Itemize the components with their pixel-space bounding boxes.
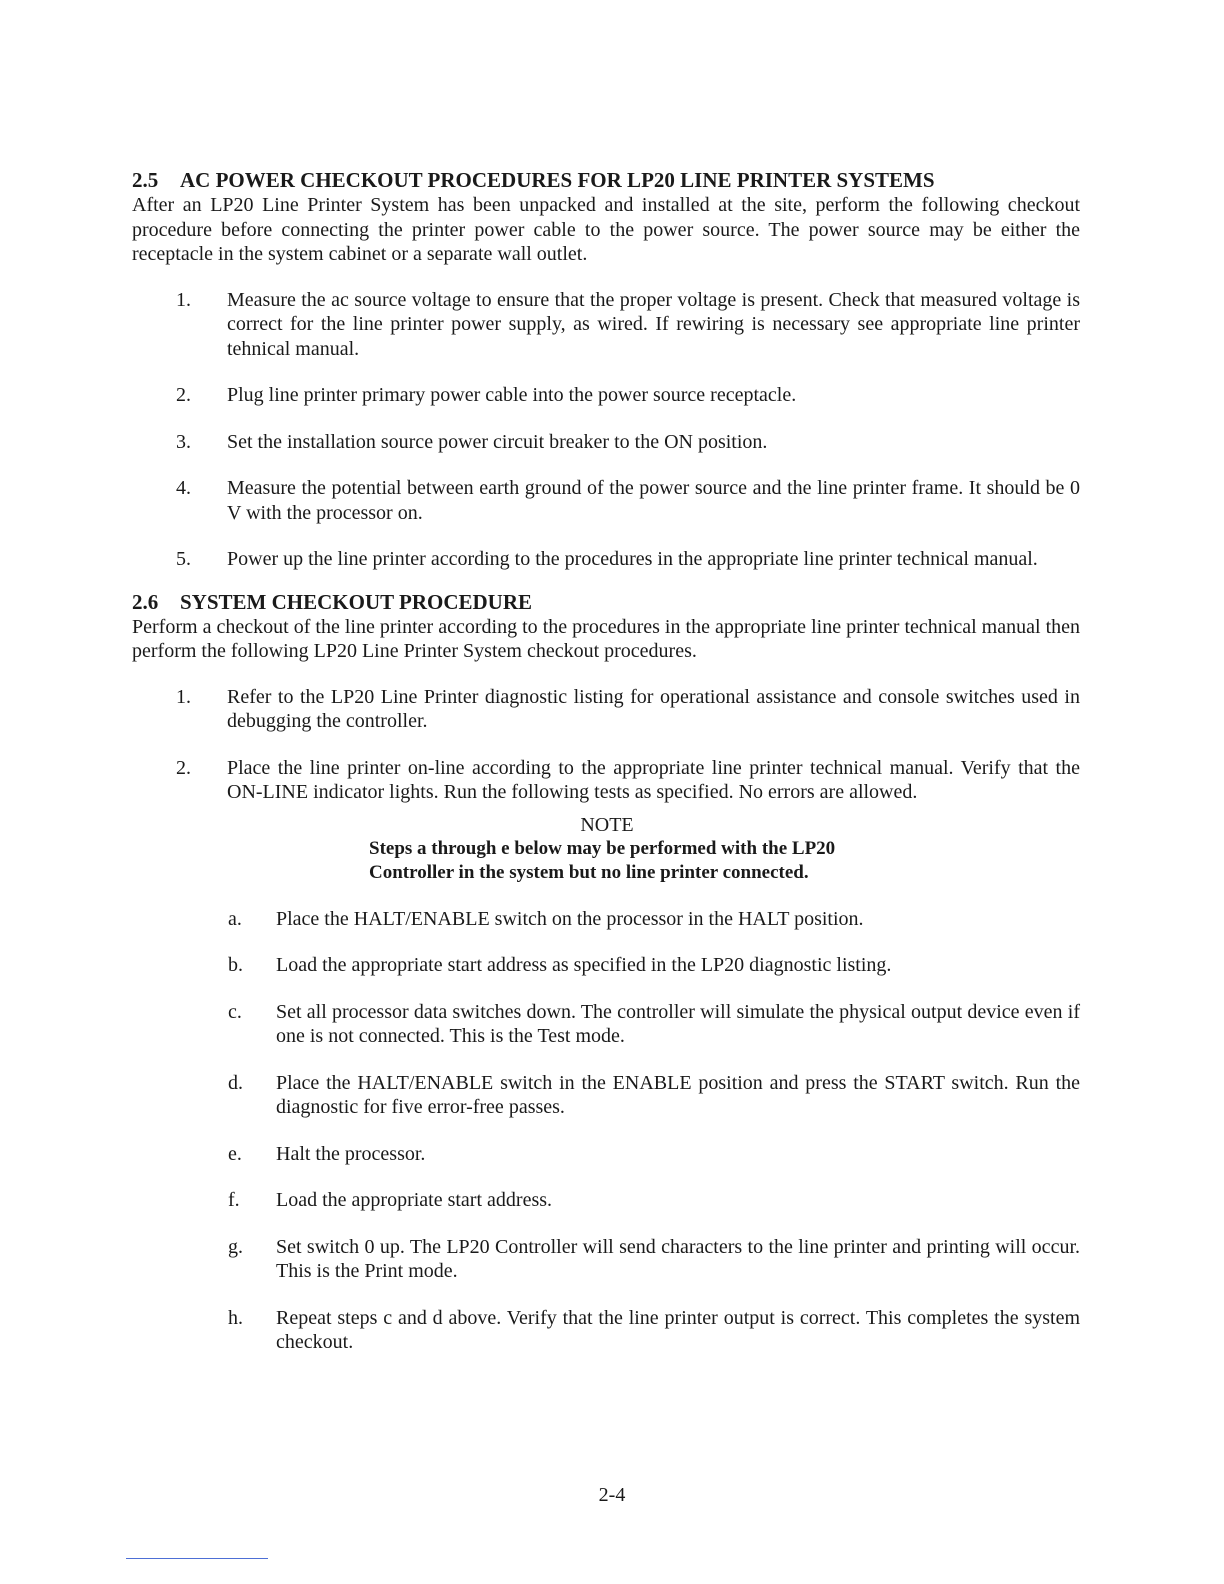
substep-text: Set switch 0 up. The LP20 Controller will send characters to the line printer and printing will occur. This is the Print mode. [276,1235,1080,1282]
substep-text: Halt the processor. [276,1142,426,1165]
section-2-5-number: 2.5 [132,168,159,192]
step-item [132,288,1080,362]
step-text: Power up the line printer according to the procedures in the appropriate line printer technical manual. [227,548,1038,570]
section-2-5-title: AC POWER CHECKOUT PROCEDURES FOR LP20 LINE PRINTER SYSTEMS [180,168,935,192]
note-box [369,813,849,885]
substep-marker: d. [228,1071,243,1094]
step-text: Refer to the LP20 Line Printer diagnostic listing for operational assistance and console switches used in debugging the controller. [227,685,1080,732]
step-text: Measure the ac source voltage to ensure that the proper voltage is present. Check that measured voltage is correct for the line printer power supply, as wired. If rewiring is necessary see appropriate line printer tehnical manual. [227,288,1080,360]
section-2-5-heading [132,168,1080,193]
section-2-6-title: SYSTEM CHECKOUT PROCEDURE [180,589,532,614]
substep-text: Place the HALT/ENABLE switch in the ENABLE position and press the START switch. Run the diagnostic for five error-free passes. [276,1071,1080,1118]
step-text: Measure the potential between earth ground of the power source and the line printer frame. It should be 0 V with the processor on. [227,477,1080,524]
step-marker: 3. [176,430,191,453]
step-item [132,430,1080,455]
step-item [132,685,1080,734]
substep-text: Load the appropriate start address as specified in the LP20 diagnostic listing. [276,954,892,976]
note-title: NOTE [580,813,634,836]
substep-text: Repeat steps c and d above. Verify that the line printer output is correct. This completes the system checkout. [276,1306,1080,1353]
substep-item [132,1142,1080,1167]
step-marker: 2. [176,384,191,406]
substep-text: Load the appropriate start address. [276,1189,553,1211]
step-item [132,383,1080,408]
substep-text: Place the HALT/ENABLE switch on the processor in the HALT position. [276,907,864,930]
section-2-6-substeps [132,907,1080,1355]
section-2-5-intro: After an LP20 Line Printer System has been unpacked and installed at the site, perform the following checkout procedure before connecting the printer power cable to the power source. The power source may be either the receptacle in the system cabinet or a separate wall outlet. [132,194,1080,265]
section-2-6-intro: Perform a checkout of the line printer according to the procedures in the appropriate line printer technical manual then perform the following LP20 Line Printer System checkout procedures. [132,615,1080,662]
footer-rule [126,1558,268,1559]
step-marker: 1. [176,288,191,311]
step-text: Set the installation source power circuit breaker to the ON position. [227,430,768,453]
note-body: Steps a through e below may be performed with the LP20 Controller in the system but no line printer connected. [369,837,836,883]
step-marker: 1. [176,685,191,708]
substep-marker: a. [228,907,242,930]
substep-marker: f. [228,1189,240,1211]
step-item [132,756,1080,805]
substep-item [132,953,1080,978]
step-text: Place the line printer on-line according to the appropriate line printer technical manual. Verify that the ON-LINE indicator lights. Run the following tests as specified. No errors are allowed. [227,756,1080,803]
step-marker: 5. [176,548,191,570]
substep-marker: c. [228,1000,242,1023]
substep-item [132,907,1080,932]
substep-item [132,1188,1080,1213]
step-marker: 4. [176,477,191,499]
section-2-5-steps [132,288,1080,572]
section-2-6-number: 2.6 [132,589,159,614]
section-2-6-heading [132,590,1080,615]
substep-item [132,1235,1080,1284]
substep-marker: g. [228,1235,243,1258]
substep-item [132,1071,1080,1120]
page-number: 2-4 [598,1484,626,1506]
step-text: Plug line printer primary power cable into the power source receptacle. [227,384,797,406]
substep-item [132,1306,1080,1355]
step-item [132,476,1080,525]
substep-item [132,1000,1080,1049]
substep-marker: b. [228,954,243,976]
section-2-6-steps [132,685,1080,805]
substep-marker: e. [228,1142,242,1165]
document-page [132,168,1080,1377]
step-item [132,547,1080,572]
substep-marker: h. [228,1306,243,1329]
step-marker: 2. [176,756,191,779]
substep-text: Set all processor data switches down. The controller will simulate the physical output device even if one is not connected. This is the Test mode. [276,1000,1080,1047]
